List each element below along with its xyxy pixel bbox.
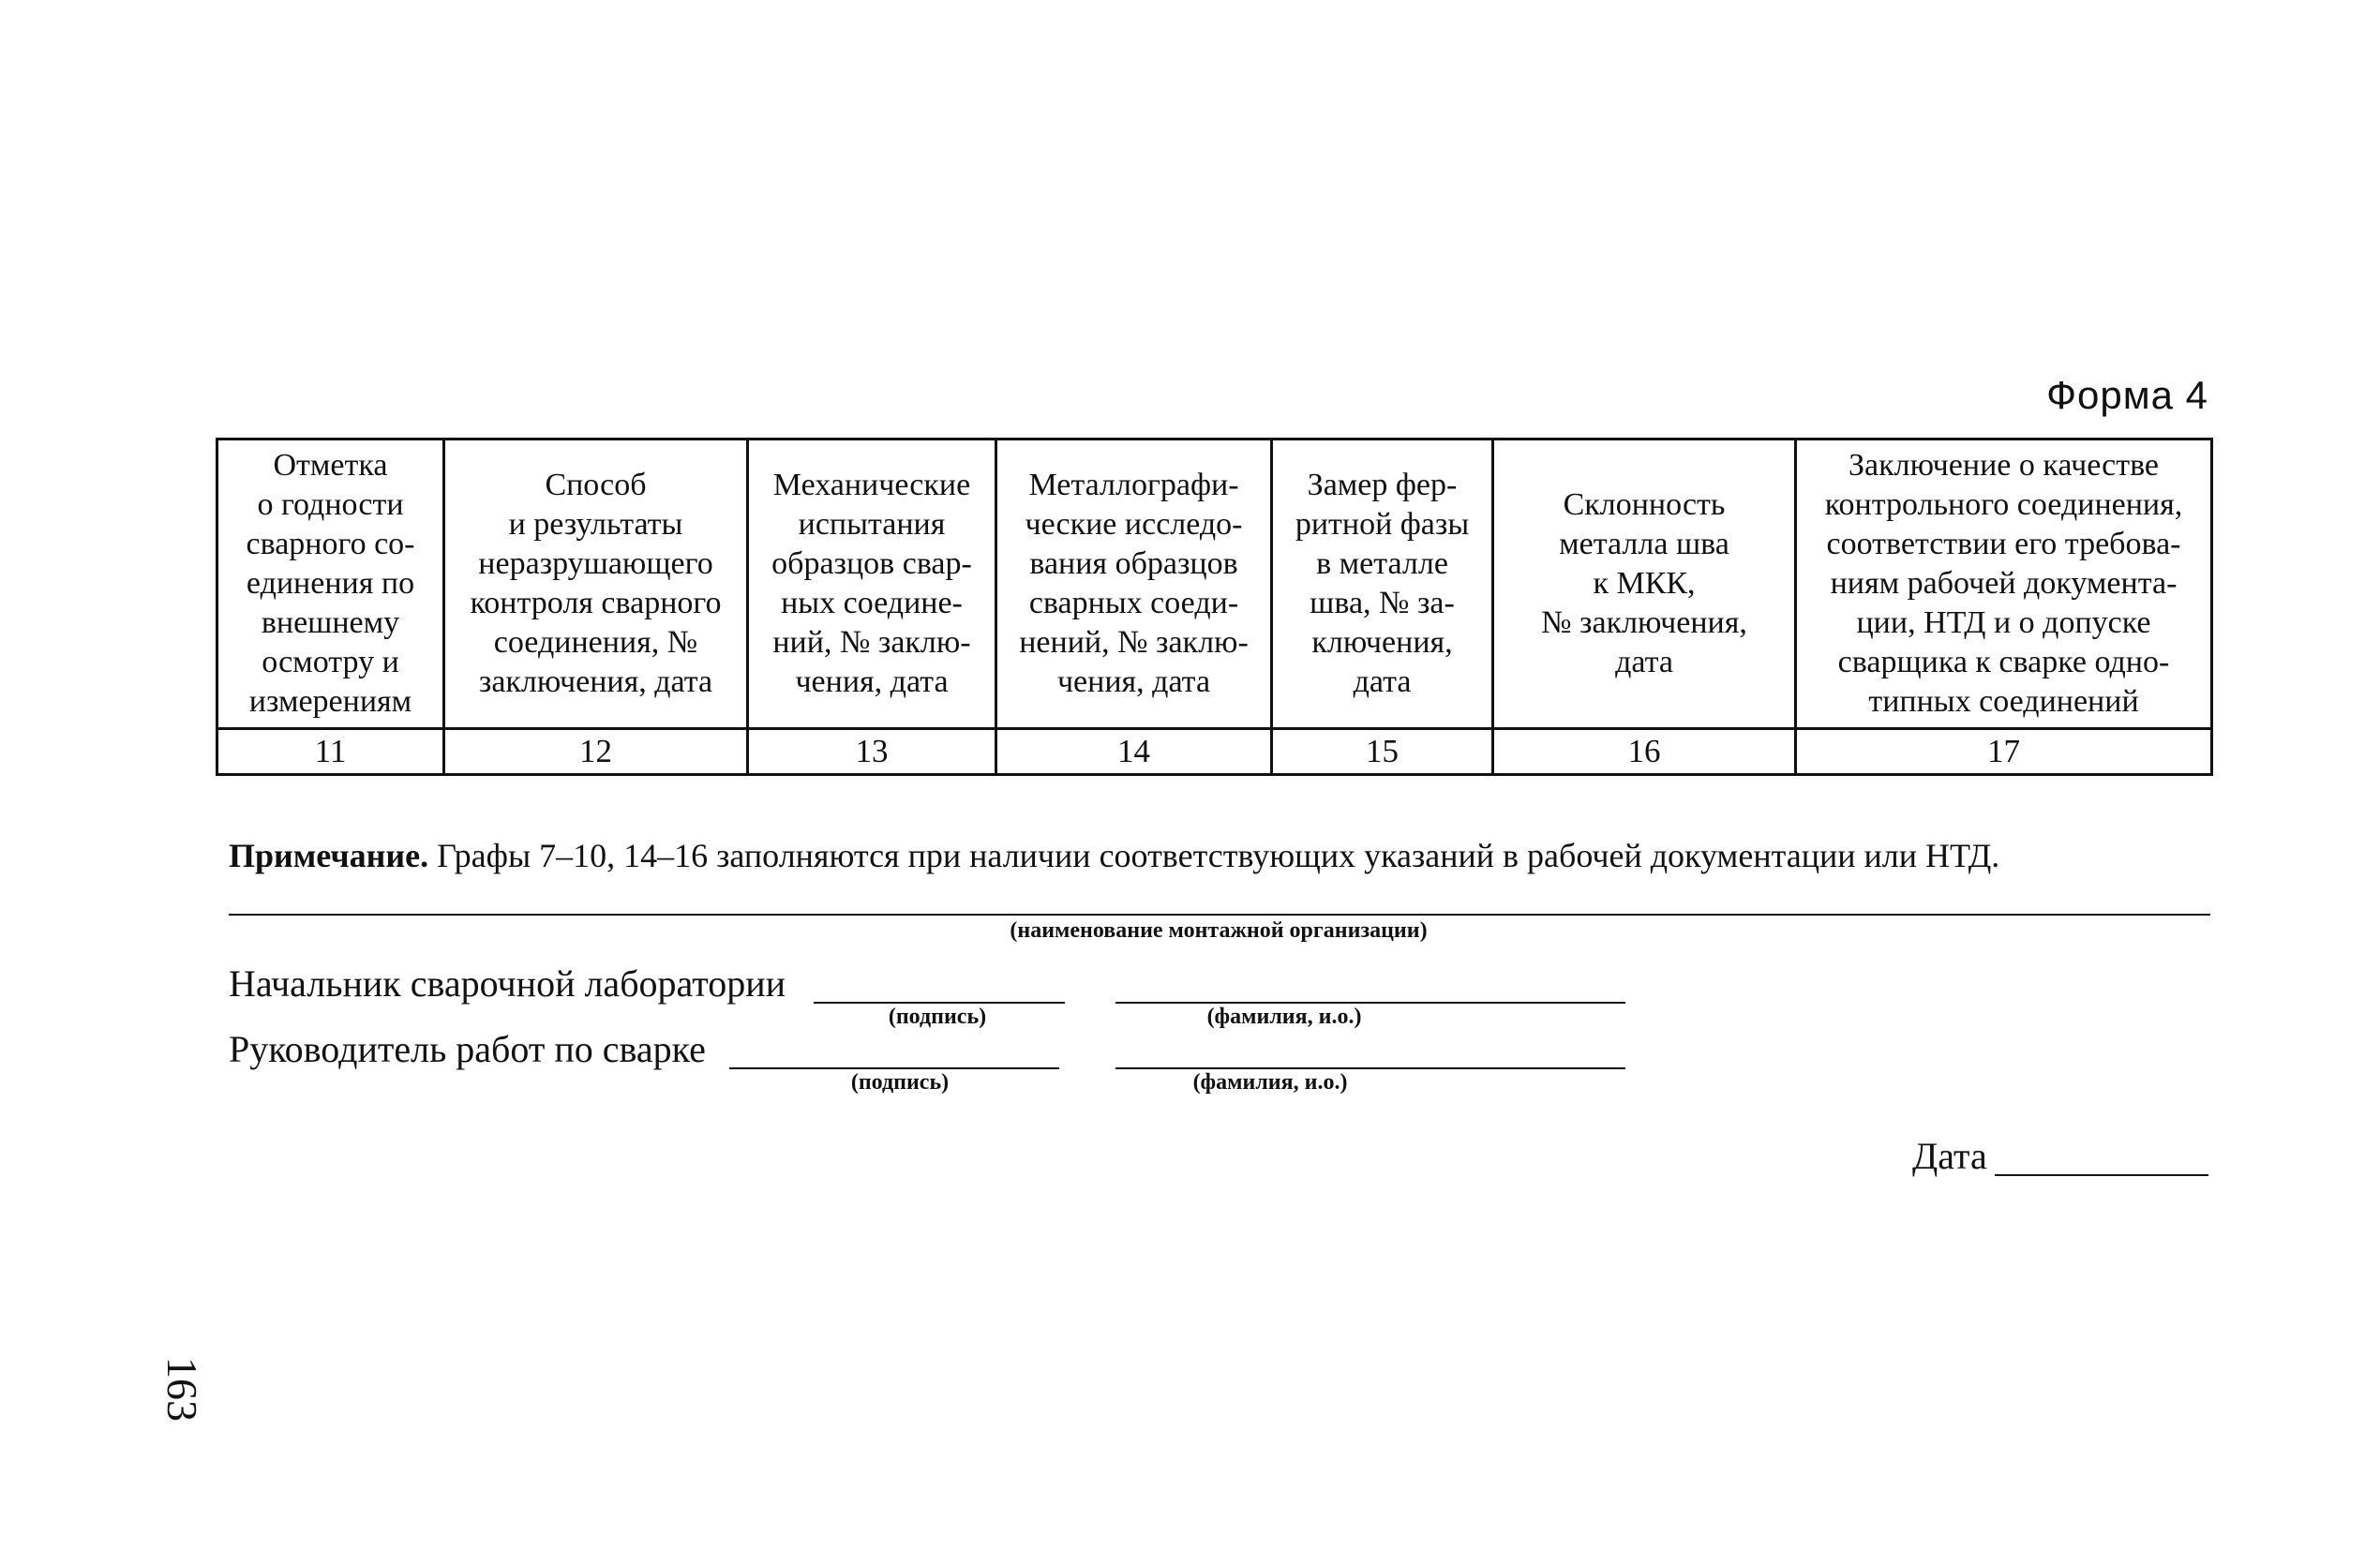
column-number-row	[217, 729, 2212, 775]
lab-head-signature-caption: (подпись)	[888, 1005, 987, 1029]
welding-lead-name-line	[1115, 1067, 1625, 1069]
date-label: Дата	[1912, 1135, 1987, 1177]
column-number-cell: 16	[1493, 729, 1796, 775]
welding-lead-signature-caption: (подпись)	[850, 1070, 950, 1095]
note-paragraph	[229, 836, 1999, 875]
column-number-cell: 13	[748, 729, 996, 775]
column-number-cell: 17	[1796, 729, 2212, 775]
lab-head-name-caption: (фамилия, и.о.)	[1206, 1005, 1362, 1029]
column-number-cell: 11	[217, 729, 444, 775]
header-cell: Замер фер- ритной фазы в металле шва, № за- ключения, дата	[1272, 440, 1493, 729]
header-cell: Механические испытания образцов свар- ных соедине- ний, № заклю- чения, дата	[748, 440, 996, 729]
organization-caption: (наименование монтажной организации)	[1010, 918, 1428, 943]
welding-lead-name-caption: (фамилия, и.о.)	[1192, 1070, 1348, 1095]
header-cell: Заключение о качестве контрольного соединения, соответствии его требова- ниям рабочей документа- ции, НТД и о допуске сварщика к сварке одно- типных соединений	[1796, 440, 2212, 729]
page-number: 163	[158, 1357, 206, 1422]
organization-name-line	[229, 914, 2210, 916]
welding-lead-title: Руководитель работ по сварке	[229, 1028, 706, 1070]
lab-head-title: Начальник сварочной лаборатории	[229, 962, 786, 1005]
date-line	[1995, 1174, 2208, 1176]
note-label: Примечание.	[229, 837, 429, 874]
lab-head-signature-line	[814, 1002, 1065, 1004]
column-number-cell: 15	[1272, 729, 1493, 775]
header-cell: Металлографи- ческие исследо- вания образцов сварных соеди- нений, № заклю- чения, дата	[996, 440, 1272, 729]
welding-lead-signature-line	[729, 1067, 1059, 1069]
header-cell: Способ и результаты неразрушающего контроля сварного соединения, № заключения, дата	[444, 440, 748, 729]
header-cell: Отметка о годности сварного со- единения по внешнему осмотру и измерениям	[217, 440, 444, 729]
column-number-cell: 12	[444, 729, 748, 775]
table-header-row	[217, 440, 2212, 729]
lab-head-name-line	[1115, 1002, 1625, 1004]
form-number-label: Форма 4	[2046, 373, 2208, 417]
form-table	[216, 438, 2213, 776]
note-text: Графы 7–10, 14–16 заполняются при наличии соответствующих указаний в рабочей документации или НТД.	[428, 837, 2000, 874]
column-number-cell: 14	[996, 729, 1272, 775]
header-cell: Склонность металла шва к МКК, № заключения, дата	[1493, 440, 1796, 729]
